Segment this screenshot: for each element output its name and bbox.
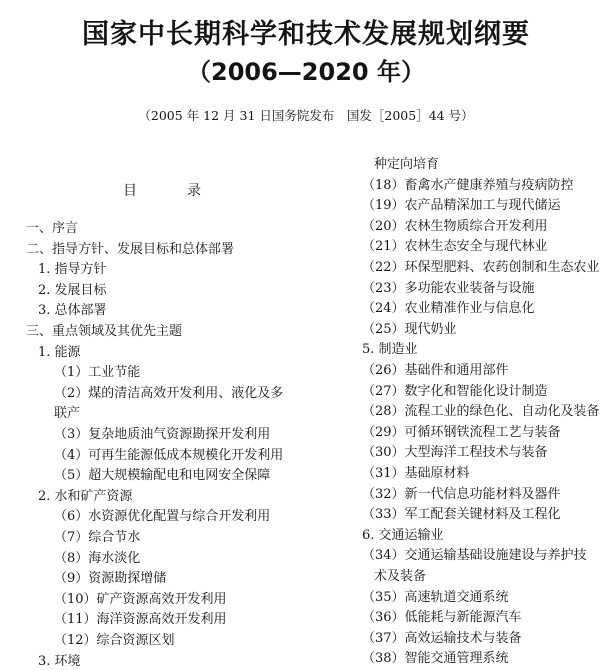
toc-entry: （11）海洋资源高效开发利用 xyxy=(54,612,227,628)
toc-entry: （8）海水淡化 xyxy=(54,550,141,566)
toc-entry: （29）可循环钢铁流程工艺与装备 xyxy=(362,424,561,440)
toc-entry: 三、重点领域及其优先主题 xyxy=(26,324,183,339)
toc-entry: （12）综合资源区划 xyxy=(54,633,175,648)
toc-entry: 种定向培育 xyxy=(374,157,440,172)
toc-entry: （30）大型海洋工程技术与装备 xyxy=(362,445,548,461)
toc-entry: （18）畜禽水产健康养殖与疫病防控 xyxy=(362,177,574,193)
toc-entry: （24）农业精准作业与信息化 xyxy=(362,301,535,317)
toc-entry: （6）水资源优化配置与综合开发利用 xyxy=(54,509,271,525)
toc-entry: （3）复杂地质油气资源勘探开发利用 xyxy=(54,427,271,442)
toc-entry: （23）多功能农业装备与设施 xyxy=(362,280,535,296)
toc-entry: 3. 总体部署 xyxy=(38,303,107,319)
toc-entry: （35）高速轨道交通系统 xyxy=(362,589,509,605)
toc-entry: （4）可再生能源低成本规模化开发利用 xyxy=(54,447,284,463)
toc-entry: （5）超大规模输配电和电网安全保障 xyxy=(54,468,271,484)
toc-entry: （20）农林生物质综合开发利用 xyxy=(362,218,548,234)
toc-entry: （31）基础原材料 xyxy=(362,466,470,481)
toc-entry: （32）新一代信息功能材料及器件 xyxy=(362,486,561,502)
toc-entry: （22）环保型肥料、农药创制和生态农业 xyxy=(362,260,600,275)
toc-entry: （7）综合节水 xyxy=(54,530,141,545)
toc-entry: （36）低能耗与新能源汽车 xyxy=(362,610,522,626)
toc-entry: （21）农林生态安全与现代林业 xyxy=(362,239,548,255)
toc-entry: （27）数字化和智能化设计制造 xyxy=(362,383,548,399)
issue-info: （2005 年 12 月 31 日国务院发布 国发［2005］44 号） xyxy=(138,108,474,123)
toc-entry: （2）煤的清洁高效开发利用、液化及多 xyxy=(54,385,284,401)
toc-entry: 2. 水和矿产资源 xyxy=(38,488,133,504)
toc-entry: 一、序言 xyxy=(26,221,79,236)
toc-entry: （19）农产品精深加工与现代储运 xyxy=(362,198,561,214)
toc-heading: 目 录 xyxy=(123,183,219,199)
document-title: 国家中长期科学和技术发展规划纲要 xyxy=(82,19,530,50)
toc-entry: 1. 指导方针 xyxy=(38,262,107,278)
toc-entry: 二、指导方针、发展目标和总体部署 xyxy=(26,241,235,257)
toc-entry: 1. 能源 xyxy=(38,344,81,360)
toc-entry: （34）交通运输基础设施建设与养护技 xyxy=(362,548,587,564)
document-years: （2006—2020 年） xyxy=(187,58,425,86)
toc-entry: 联产 xyxy=(54,406,81,422)
toc-entry: （33）军工配套关键材料及工程化 xyxy=(362,507,561,523)
toc-entry: 3. 环境 xyxy=(38,653,81,669)
toc-entry: （28）流程工业的绿色化、自动化及装备 xyxy=(362,404,600,420)
toc-entry: 2. 发展目标 xyxy=(38,282,107,298)
toc-entry: （25）现代奶业 xyxy=(362,321,457,337)
toc-entry: 5. 制造业 xyxy=(362,342,418,358)
toc-entry: （38）智能交通管理系统 xyxy=(362,651,509,667)
toc-entry: （10）矿产资源高效开发利用 xyxy=(54,591,227,607)
toc-entry: 6. 交通运输业 xyxy=(362,527,444,543)
toc-entry: （26）基础件和通用部件 xyxy=(362,363,509,378)
toc-entry: （37）高效运输技术与装备 xyxy=(362,630,522,646)
toc-entry: 术及装备 xyxy=(374,569,427,584)
toc-entry: （1）工业节能 xyxy=(54,365,141,381)
toc-entry: （9）资源勘探增储 xyxy=(54,571,167,587)
